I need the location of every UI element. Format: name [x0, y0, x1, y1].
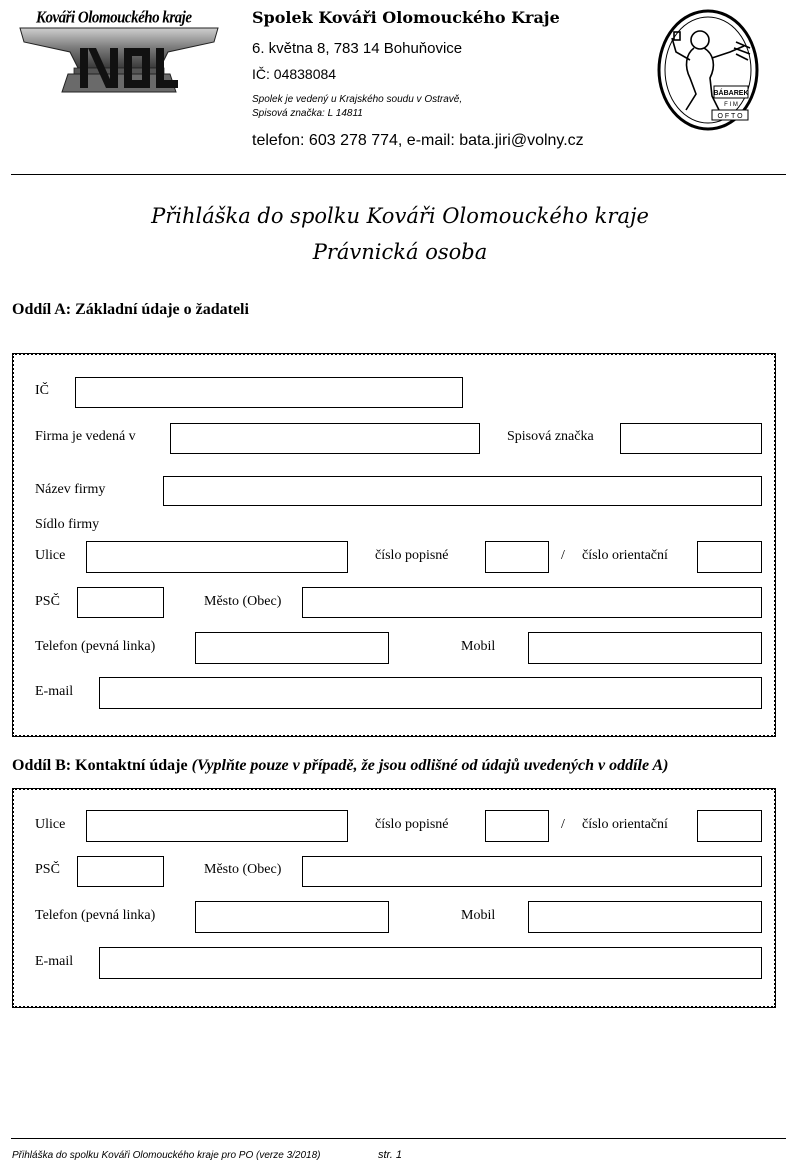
contact-postal-code-label: PSČ [35, 862, 60, 877]
seat-label: Sídlo firmy [35, 517, 100, 532]
logo-caption: Kováři Olomouckého kraje [36, 9, 192, 27]
postal-code-input[interactable] [77, 587, 164, 618]
contact-landline-input[interactable] [195, 901, 389, 933]
street-input[interactable] [86, 541, 348, 573]
file-number-label: Spisová značka [507, 429, 594, 444]
contact-orientation-number-label: číslo orientační [582, 817, 668, 832]
form-subtitle: Právnická osoba [312, 240, 488, 264]
seal-text-bottom: O F T O [717, 113, 743, 120]
section-b-heading [12, 757, 668, 775]
contact-orientation-number-input[interactable] [697, 810, 762, 842]
page-number: str. 1 [378, 1149, 403, 1161]
number-slash: / [561, 548, 565, 563]
landline-label: Telefon (pevná linka) [35, 639, 156, 654]
header-divider [11, 174, 786, 175]
ic-input[interactable] [75, 377, 463, 408]
contact-city-label: Město (Obec) [204, 862, 282, 877]
house-number-label: číslo popisné [375, 548, 449, 563]
association-logo [18, 8, 220, 94]
landline-input[interactable] [195, 632, 389, 664]
blacksmith-seal-icon [656, 8, 760, 132]
house-number-input[interactable] [485, 541, 549, 573]
contact-landline-label: Telefon (pevná linka) [35, 908, 156, 923]
contact-street-input[interactable] [86, 810, 348, 842]
contact-postal-code-input[interactable] [77, 856, 164, 887]
contact-street-label: Ulice [35, 817, 66, 832]
contact-email-input[interactable] [99, 947, 762, 979]
contact-email-label: E-mail [35, 954, 74, 969]
seal-text-top: BÁBAREK [713, 90, 749, 97]
street-label: Ulice [35, 548, 66, 563]
seal-text-mid: F I M [724, 102, 738, 108]
form-title: Přihláška do spolku Kováři Olomouckého kraje [151, 204, 649, 228]
contact-house-number-label: číslo popisné [375, 817, 449, 832]
contact-mobile-label: Mobil [461, 908, 496, 923]
firm-name-label: Název firmy [35, 482, 106, 497]
firm-name-input[interactable] [163, 476, 762, 506]
organization-address: 6. května 8, 783 14 Bohuňovice [252, 40, 463, 57]
postal-code-label: PSČ [35, 594, 60, 609]
organization-contact: telefon: 603 278 774, e-mail: bata.jiri@volny.cz [252, 132, 584, 149]
contact-city-input[interactable] [302, 856, 762, 887]
email-input[interactable] [99, 677, 762, 709]
mobile-label: Mobil [461, 639, 496, 654]
section-b-note: (Vyplňte pouze v případě, že jsou odlišné od údajů uvedených v oddíle A) [191, 757, 669, 774]
file-number-input[interactable] [620, 423, 762, 454]
ic-label: IČ [35, 383, 49, 398]
email-label: E-mail [35, 684, 74, 699]
city-input[interactable] [302, 587, 762, 618]
contact-number-slash: / [561, 817, 565, 832]
register-line-2: Spisová značka: L 14811 [252, 108, 363, 119]
section-b-heading-text: Oddíl B: Kontaktní údaje [12, 757, 188, 774]
contact-mobile-input[interactable] [528, 901, 762, 933]
orientation-number-label: číslo orientační [582, 548, 668, 563]
firm-registered-input[interactable] [170, 423, 480, 454]
mobile-input[interactable] [528, 632, 762, 664]
orientation-number-input[interactable] [697, 541, 762, 573]
footer-divider [11, 1138, 786, 1139]
section-a-heading: Oddíl A: Základní údaje o žadateli [12, 301, 249, 318]
footer-text: Přihláška do spolku Kováři Olomouckého kraje pro PO (verze 3/2018) [12, 1150, 321, 1161]
city-label: Město (Obec) [204, 594, 282, 609]
register-line-1: Spolek je vedený u Krajského soudu v Ostravě, [252, 94, 463, 105]
blacksmith-seal [656, 8, 760, 132]
organization-name: Spolek Kováři Olomouckého Kraje [252, 8, 560, 27]
contact-house-number-input[interactable] [485, 810, 549, 842]
organization-ic: IČ: 04838084 [252, 66, 337, 82]
firm-registered-label: Firma je vedená v [35, 429, 136, 444]
